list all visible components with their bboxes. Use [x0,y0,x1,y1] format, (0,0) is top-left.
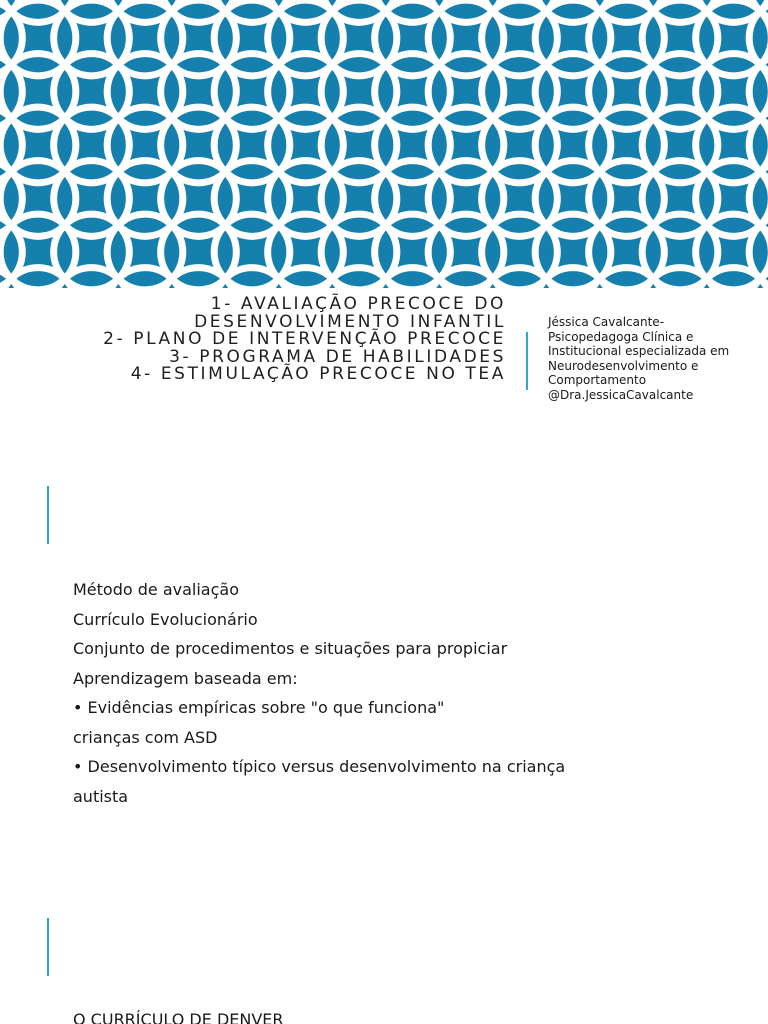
title-line: 3- PROGRAMA DE HABILIDADES [169,346,506,367]
author-line: Jéssica Cavalcante- [548,315,665,329]
title-line: 2- PLANO DE INTERVENÇÃO PRECOCE [103,329,506,349]
body-line: crianças com ASD [73,727,218,747]
presentation-title [103,296,506,384]
slide-body-text [73,575,633,811]
body-line: Conjunto de procedimentos e situações para propiciar [73,639,508,658]
author-line: Institucional especializada em [548,344,730,359]
title-line: DESENVOLVIMENTO INFANTIL [194,311,506,332]
section-heading: O CURRÍCULO DE DENVER [73,1010,284,1024]
slide-accent-bar [47,486,49,544]
decorative-banner [0,0,768,288]
slide-accent-bar [47,918,49,976]
author-line: Neurodesenvolvimento e [548,358,699,373]
body-line: autista [73,786,129,806]
body-line: Currículo Evolucionário [73,609,258,629]
author-handle: @Dra.JessicaCavalcante [548,387,694,402]
title-line: 4- ESTIMULAÇÃO PRECOCE NO TEA [130,364,506,384]
body-line: Método de avaliação [73,580,239,599]
bullet-item: • Desenvolvimento típico versus desenvolvimento na criança [73,757,566,776]
author-line: Psicopedagoga Clínica e [548,329,694,344]
title-divider [526,332,528,390]
bullet-item: • Evidências empíricas sobre "o que funciona" [73,698,445,717]
body-line: Aprendizagem baseada em: [73,668,298,688]
title-line: 1- AVALIAÇÃO PRECOCE DO [210,294,506,314]
author-info [548,315,758,403]
circle-pattern-graphic [0,0,768,288]
banner-background [0,0,768,288]
author-line: Comportamento [548,373,647,388]
